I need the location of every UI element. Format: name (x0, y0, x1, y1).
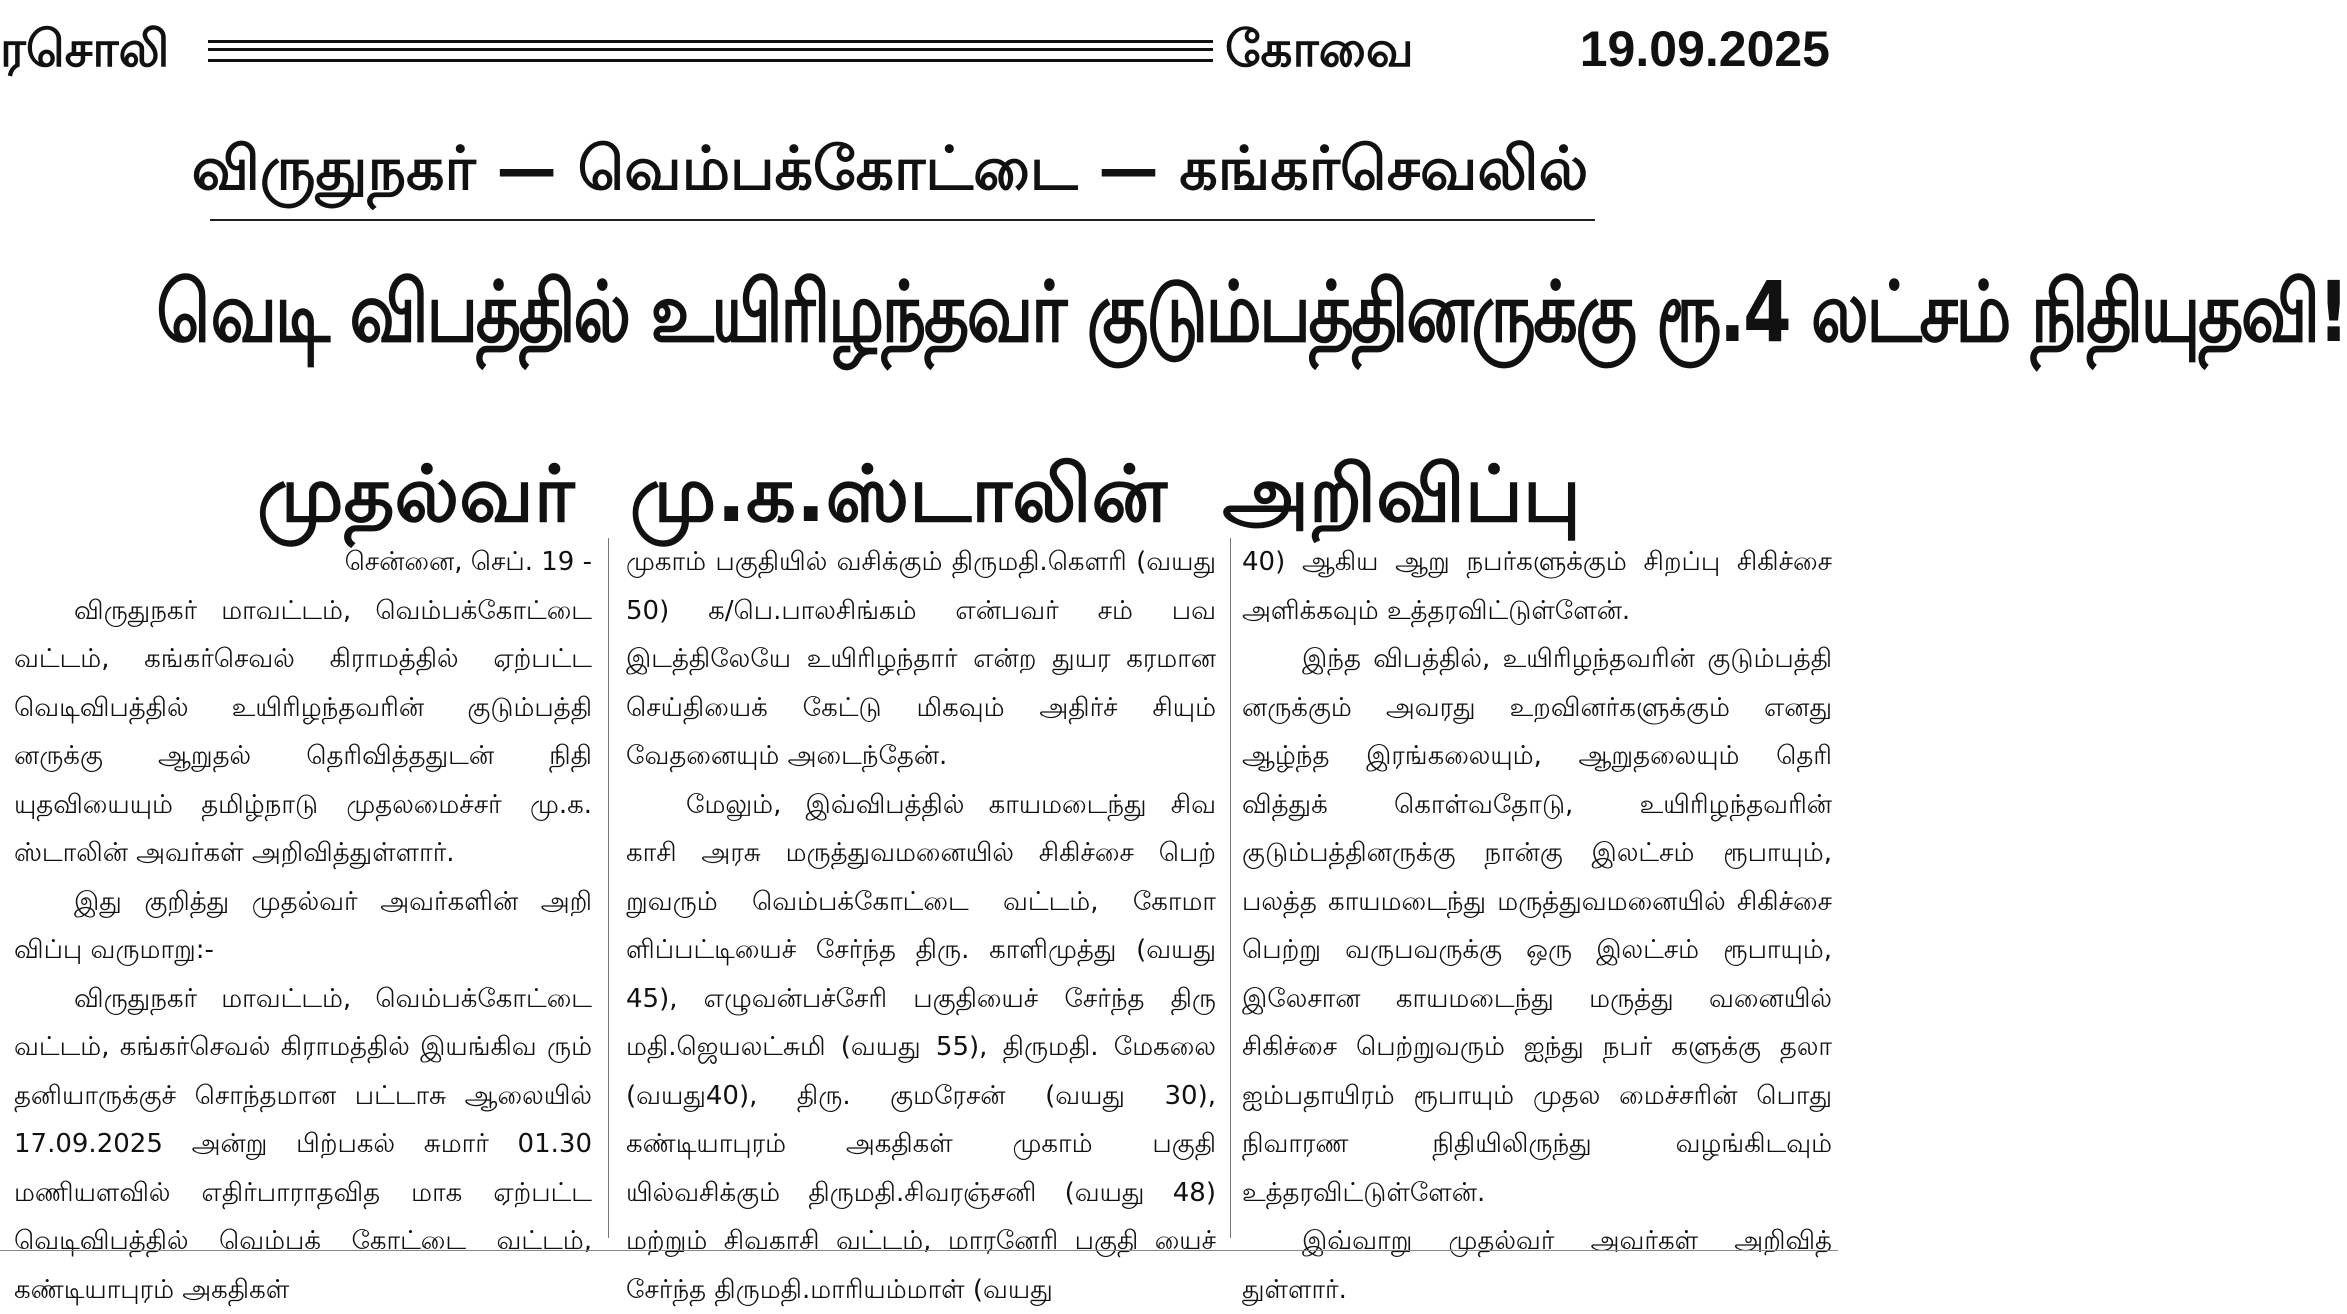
paragraph: இவ்வாறு முதல்வர் அவர்கள் அறிவித் துள்ளார். (1242, 1217, 1832, 1314)
paragraph: 40) ஆகிய ஆறு நபர்களுக்கும் சிறப்பு சிகிச்சை அளிக்கவும் உத்தரவிட்டுள்ளேன். (1242, 538, 1832, 635)
masthead-rule (208, 40, 1213, 62)
paragraph: விருதுநகர் மாவட்டம், வெம்பக்கோட்டை வட்டம், கங்கர்செவல் கிராமத்தில் இயங்கிவ ரும் தனியாருக்குச் சொந்தமான பட்டாசு ஆலையில் 17.09.2025 அன்று பிற்பகல் சுமார் 01.30 மணியளவில் எதிர்பாராதவித மாக ஏற்பட்ட வெடிவிபத்தில் வெம்பக் கோட்டை வட்டம், கண்டியாபுரம் அகதிகள் (14, 975, 592, 1314)
kicker-rule (210, 219, 1595, 221)
paragraph: இந்த விபத்தில், உயிரிழந்தவரின் குடும்பத்தி னருக்கும் அவரது உறவினர்களுக்கும் எனது ஆழ்ந்த இரங்கலையும், ஆறுதலையும் தெரி வித்துக் கொள்வதோடு, உயிரிழந்தவரின் குடும்பத்தினருக்கு நான்கு இலட்சம் ரூபாயும், பலத்த காயமடைந்து மருத்துவமனையில் சிகிச்சை பெற்று வருபவருக்கு ஒரு இலட்சம் ரூபாயும், இலேசான காயமடைந்து மருத்து வனையில் சிகிச்சை பெற்றுவரும் ஐந்து நபர் களுக்கு தலா ஐம்பதாயிரம் ரூபாயும் முதல மைச்சரின் பொது நிவாரண நிதியிலிருந்து வழங்கிடவும் உத்தரவிட்டுள்ளேன். (1242, 635, 1832, 1217)
edition-date: 19.09.2025 (1580, 14, 1830, 84)
edition-city: கோவை (1225, 14, 1414, 84)
sub-headline: முதல்வர் மு.க.ஸ்டாலின் அறிவிப்பு (0, 440, 1838, 550)
paragraph: மேலும், இவ்விபத்தில் காயமடைந்து சிவ காசி அரசு மருத்துவமனையில் சிகிச்சை பெற் றுவரும் வெம்பக்கோட்டை வட்டம், கோமா ளிப்பட்டியைச் சேர்ந்த திரு. காளிமுத்து (வயது 45), எழுவன்பச்சேரி பகுதியைச் சேர்ந்த திரு மதி.ஜெயலட்சுமி (வயது 55), திருமதி. மேகலை (வயது40), திரு. குமரேசன் (வயது 30), கண்டியாபுரம் அகதிகள் முகாம் பகுதி யில்வசிக்கும் திருமதி.சிவரஞ்சனி (வயது 48) மற்றும் சிவகாசி வட்டம், மாரனேரி பகுதி யைச் சேர்ந்த திருமதி.மாரியம்மாள் (வயது (626, 781, 1216, 1314)
newspaper-name: ரசொலி (0, 14, 169, 84)
paragraph: விருதுநகர் மாவட்டம், வெம்பக்கோட்டை வட்டம், கங்கர்செவல் கிராமத்தில் ஏற்பட்ட வெடிவிபத்தில் உயிரிழந்தவரின் குடும்பத்தி னருக்கு ஆறுதல் தெரிவித்ததுடன் நிதி யுதவியையும் தமிழ்நாடு முதலமைச்சர் மு.க. ஸ்டாலின் அவர்கள் அறிவித்துள்ளார். (14, 587, 592, 878)
article-column-2 (626, 538, 1216, 1314)
page-bottom-rule (0, 1250, 1838, 1251)
masthead (0, 14, 1838, 84)
column-divider (608, 538, 609, 1238)
article-column-3 (1242, 538, 1832, 1314)
main-headline: வெடி விபத்தில் உயிரிழந்தவர் குடும்பத்தினருக்கு ரூ.4 லட்சம் நிதியுதவி! (156, 242, 1682, 382)
column-divider (1230, 538, 1231, 1238)
paragraph: இது குறித்து முதல்வர் அவர்களின் அறி விப்பு வருமாறு:- (14, 878, 592, 975)
paragraph: முகாம் பகுதியில் வசிக்கும் திருமதி.கௌரி (வயது 50) க/பெ.பாலசிங்கம் என்பவர் சம் பவ இடத்திலேயே உயிரிழந்தார் என்ற துயர கரமான செய்தியைக் கேட்டு மிகவும் அதிர்ச் சியும் வேதனையும் அடைந்தேன். (626, 538, 1216, 781)
dateline: சென்னை, செப். 19 - (14, 538, 592, 587)
kicker-headline: விருதுநகர் — வெம்பக்கோட்டை — கங்கர்செவலில் (180, 124, 1600, 214)
article-column-1 (14, 538, 592, 1314)
